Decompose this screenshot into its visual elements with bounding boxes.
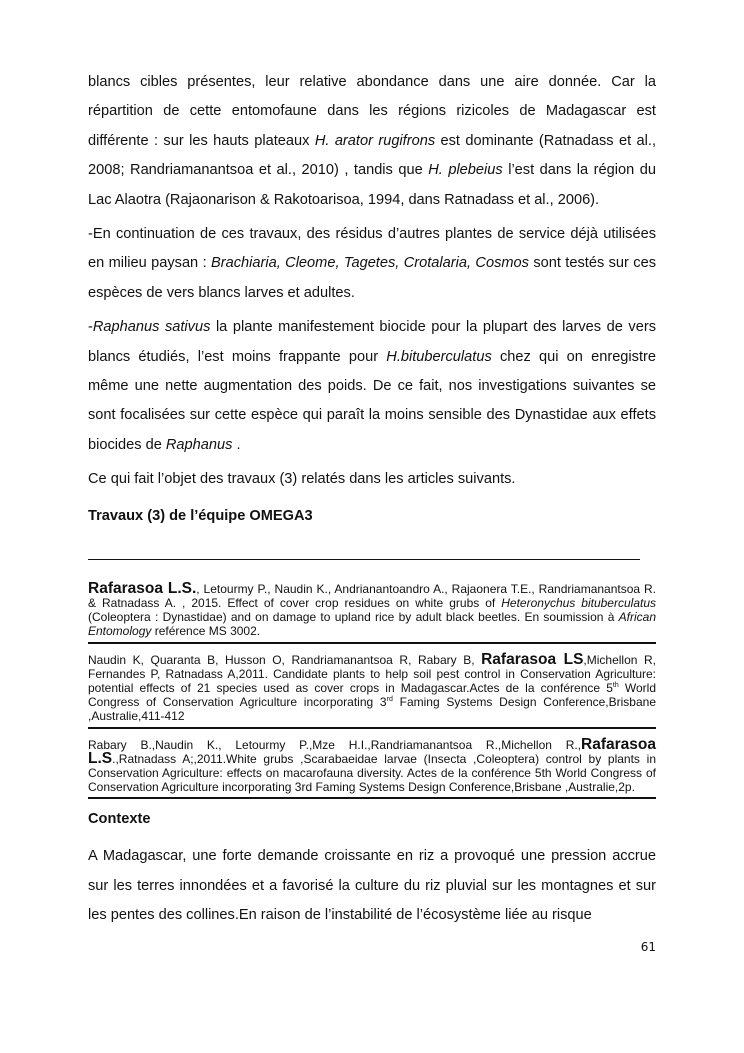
author-highlight: Rafarasoa L.S. bbox=[88, 579, 197, 597]
paragraph-contexte: A Madagascar, une forte demande croissante en riz a provoqué une pression accrue sur les terres innondées et a favorisé la culture du riz pluvial sur les montagnes et sur les pentes des collines.En raison de l’instabilité de l’écosystème liée au risque bbox=[88, 848, 656, 924]
plant-list: Brachiaria, Cleome, Tagetes, Crotalaria, Cosmos bbox=[211, 255, 529, 272]
species-name: Raphanus sativus bbox=[92, 319, 211, 336]
author-highlight: Rafarasoa L.S bbox=[88, 735, 656, 767]
paragraph-raphanus: -Raphanus sativus la plante manifestement biocide pour la plupart des larves de vers blancs étudiés, l’est moins frappante pour H.bituberculatus chez qui on enregistre même une nette augmentation des poids. De ce fait, nos investigations suivantes se sont focalisées sur cette espèce qui paraît la moins sensible des Dynastidae aux effets biocides de Raphanus . bbox=[88, 319, 656, 453]
species-name: Raphanus bbox=[165, 436, 233, 453]
heading-travaux: Travaux (3) de l’équipe OMEGA3 bbox=[88, 507, 313, 524]
paragraph-intro-articles: Ce qui fait l’objet des travaux (3) relatés dans les articles suivants. bbox=[88, 471, 516, 488]
species-name: H. plebeius bbox=[428, 162, 503, 179]
reference-divider bbox=[88, 642, 656, 644]
species-name: H.bituberculatus bbox=[386, 348, 492, 365]
species-name: H. arator rugifrons bbox=[314, 132, 436, 149]
reference-divider bbox=[88, 797, 656, 799]
paragraph-continuation: -En continuation de ces travaux, des résidus d’autres plantes de service déjà utilisées en milieu paysan : Brachiaria, Cleome, Tagetes, Crotalaria, Cosmos sont testés sur ces espèces de vers blancs larves et adultes. bbox=[88, 226, 656, 301]
reference-3: Rabary B.,Naudin K., Letourmy P.,Mze H.I.,Randriamanantsoa R.,Michellon R.,Rafarasoa L.S.,Ratnadass A;,2011.White grubs ,Scarabaeidae larvae (Insecta ,Coleoptera) control by plants in Conservation Agriculture: effects on macarofauna diversity. Actes de la conférence 5th World Congress of Conservation Agriculture incorporating 3rd Faming Systems Design Conference,Brisbane ,Australie,2p. bbox=[88, 735, 656, 795]
paragraph-distribution: blancs cibles présentes, leur relative abondance dans une aire donnée. Car la répartition de cette entomofaune dans les régions rizicoles de Madagascar est différente : sur les hauts plateaux H. arator rugifrons est dominante (Ratnadass et al., 2008; Randriamanantsoa et al., 2010) , tandis que H. plebeius l’est dans la région du Lac Alaotra (Rajaonarison & Rakotoarisoa, 1994, dans Ratnadass et al., 2006). bbox=[88, 74, 656, 208]
reference-2: Naudin K, Quaranta B, Husson O, Randriamanantsoa R, Rabary B, Rafarasoa LS,Michellon R, Fernandes P, Ratnadass A,2011. Candidate plants to help soil pest control in Conservation Agriculture: potential effects of 21 species used as cover crops in Madagascar.Actes de la conférence 5th World Congress of Conservation Agriculture incorporating 3rd Faming Systems Design Conference,Brisbane ,Australie,411-412 bbox=[88, 650, 657, 724]
document-page bbox=[88, 68, 656, 936]
heading-contexte: Contexte bbox=[88, 811, 151, 828]
reference-1: Rafarasoa L.S., Letourmy P., Naudin K., Andrianantoandro A., Rajaonera T.E., Randriamanantsoa R. & Ratnadass A. , 2015. Effect of cover crop residues on white grubs of Heteronychus bituberculatus (Coleoptera : Dynastidae) and on damage to upland rice by adult black beetles. En soumission à African Entomology reférence MS 3002. bbox=[88, 579, 656, 639]
page-number: 61 bbox=[640, 940, 656, 954]
reference-divider bbox=[88, 727, 656, 729]
author-highlight: Rafarasoa LS bbox=[481, 650, 584, 668]
